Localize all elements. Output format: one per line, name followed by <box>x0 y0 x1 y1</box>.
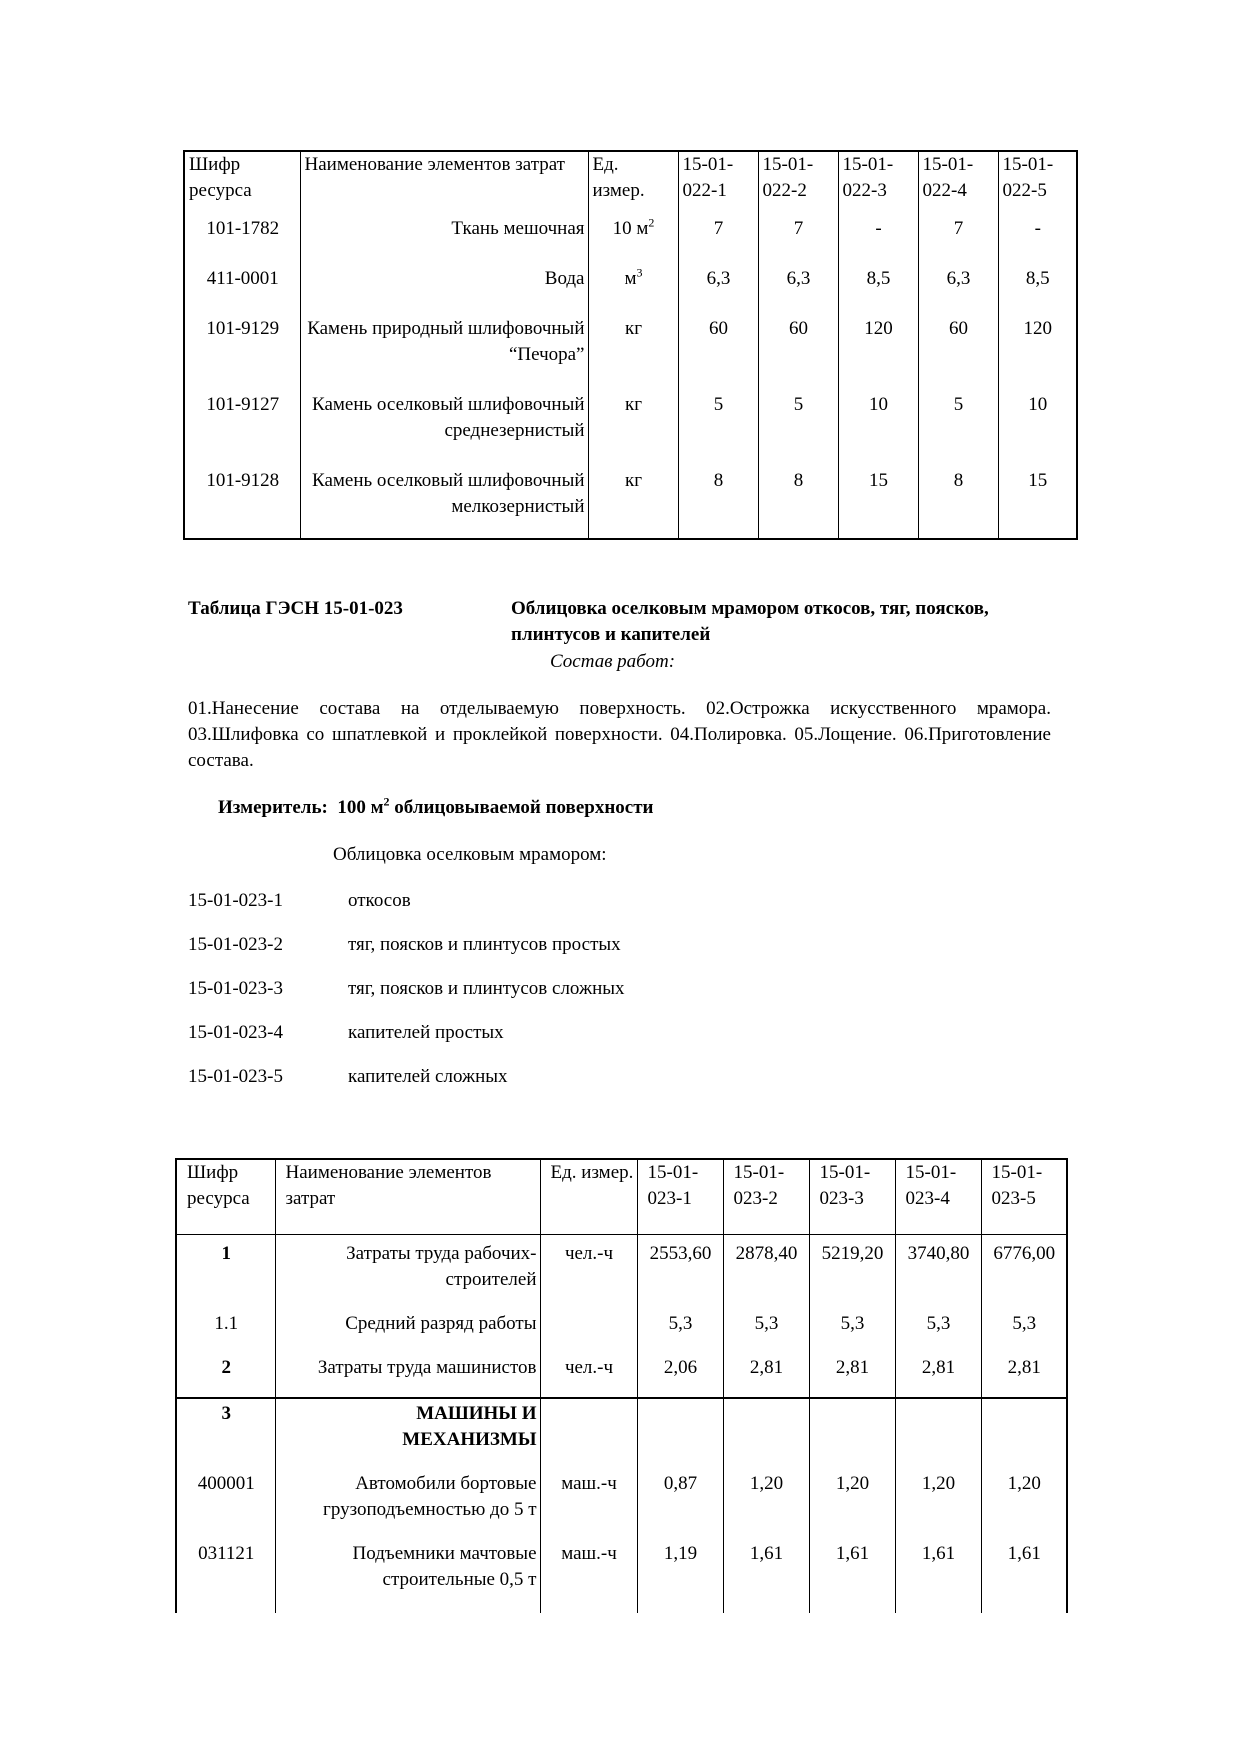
value-cell <box>809 1398 895 1469</box>
header-cell: Ед. измер. <box>540 1159 637 1235</box>
resource-unit: $м^3$ <box>588 254 678 304</box>
value-cell: 60 <box>918 304 998 380</box>
value-cell: 120 <box>998 304 1077 380</box>
resource-code: 400001 <box>176 1469 275 1539</box>
table-label: Таблица ГЭСН 15-01-023 <box>188 598 403 619</box>
value-cell <box>895 1398 981 1469</box>
header-cell: Шифр ресурса <box>176 1159 275 1235</box>
table-row <box>184 254 1077 304</box>
table-row <box>176 1469 1067 1539</box>
header-cell: 15-01-022-3 <box>838 151 918 204</box>
item-code: 15-01-023-5 <box>188 1066 283 1087</box>
value-cell: 1,61 <box>981 1539 1067 1613</box>
value-cell: 5 <box>918 380 998 456</box>
resource-unit: кг <box>588 380 678 456</box>
value-cell: 10 <box>998 380 1077 456</box>
resource-name: Камень оселковый шлифовочный среднезернистый <box>300 380 588 456</box>
resource-unit: маш.-ч <box>540 1469 637 1539</box>
value-cell: 8,5 <box>998 254 1077 304</box>
value-cell: - <box>838 204 918 254</box>
value-cell: 2,81 <box>981 1353 1067 1398</box>
value-cell: 7 <box>678 204 758 254</box>
item-code: 15-01-023-4 <box>188 1022 283 1043</box>
resource-table-023 <box>175 1158 1068 1613</box>
value-cell: 5,3 <box>723 1309 809 1353</box>
value-cell: 2,81 <box>723 1353 809 1398</box>
value-cell <box>637 1398 723 1469</box>
header-cell: Шифр ресурса <box>184 151 300 204</box>
value-cell: 5 <box>678 380 758 456</box>
value-cell: 2,06 <box>637 1353 723 1398</box>
resource-name: Камень оселковый шлифовочный мелкозернистый <box>300 456 588 539</box>
value-cell: 5,3 <box>981 1309 1067 1353</box>
resource-name: Затраты труда машинистов <box>275 1353 540 1398</box>
section-title-line: Облицовка оселковым мрамором откосов, тяг, поясков, <box>511 598 989 619</box>
resource-code: 1.1 <box>176 1309 275 1353</box>
value-cell: 15 <box>838 456 918 539</box>
table-row <box>184 456 1077 539</box>
header-cell: 15-01-022-4 <box>918 151 998 204</box>
resource-name: Подъемники мачтовые строительные 0,5 т <box>275 1539 540 1613</box>
value-cell: 1,61 <box>895 1539 981 1613</box>
value-cell: 7 <box>758 204 838 254</box>
table-row <box>176 1235 1067 1310</box>
value-cell: 5,3 <box>895 1309 981 1353</box>
value-cell: 6776,00 <box>981 1235 1067 1310</box>
meter-line <box>218 795 653 821</box>
value-cell: 8 <box>758 456 838 539</box>
resource-code: 101-9128 <box>184 456 300 539</box>
header-cell: 15-01-023-3 <box>809 1159 895 1235</box>
resource-name: Затраты труда рабочих-строителей <box>275 1235 540 1310</box>
resource-name: Средний разряд работы <box>275 1309 540 1353</box>
header-cell: 15-01-022-2 <box>758 151 838 204</box>
resource-name: Вода <box>300 254 588 304</box>
resource-unit: 10 $м^2$ <box>588 204 678 254</box>
item-text: капителей сложных <box>348 1066 508 1087</box>
value-cell: 1,61 <box>809 1539 895 1613</box>
header-cell: 15-01-023-2 <box>723 1159 809 1235</box>
resource-unit: кг <box>588 456 678 539</box>
resource-unit: кг <box>588 304 678 380</box>
value-cell: 120 <box>838 304 918 380</box>
resource-code: 031121 <box>176 1539 275 1613</box>
header-cell: 15-01-022-1 <box>678 151 758 204</box>
header-cell: Наименование элементов затрат <box>300 151 588 204</box>
value-cell: 1,19 <box>637 1539 723 1613</box>
table-row <box>176 1353 1067 1398</box>
table-row <box>176 1539 1067 1613</box>
resource-code: 1 <box>176 1235 275 1310</box>
value-cell: 10 <box>838 380 918 456</box>
value-cell: 3740,80 <box>895 1235 981 1310</box>
work-description: 01.Нанесение состава на отделываемую поверхность. 02.Острожка искусственного мрамора. 03.Шлифовка со шпатлевкой и проклейкой поверхности. 04.Полировка. 05.Лощение. 06.Приготовление состава. <box>188 698 1051 771</box>
value-cell: - <box>998 204 1077 254</box>
resource-code: 411-0001 <box>184 254 300 304</box>
value-cell: 6,3 <box>918 254 998 304</box>
resource-code: 101-1782 <box>184 204 300 254</box>
subtitle: Облицовка оселковым мрамором: <box>333 844 607 865</box>
item-code: 15-01-023-2 <box>188 934 283 955</box>
resource-name: МАШИНЫ И МЕХАНИЗМЫ <box>275 1398 540 1469</box>
table-header-row <box>184 151 1077 204</box>
meter-label: Измеритель: <box>218 797 328 818</box>
value-cell: 1,20 <box>895 1469 981 1539</box>
section-title-line: плинтусов и капителей <box>511 624 711 645</box>
resource-name: Автомобили бортовые грузоподъемностью до 5 т <box>275 1469 540 1539</box>
value-cell: 5,3 <box>809 1309 895 1353</box>
value-cell <box>981 1398 1067 1469</box>
resource-unit: чел.-ч <box>540 1353 637 1398</box>
value-cell: 1,20 <box>981 1469 1067 1539</box>
value-cell: 8,5 <box>838 254 918 304</box>
value-cell: 2553,60 <box>637 1235 723 1310</box>
resource-table-022 <box>183 150 1078 540</box>
item-text: откосов <box>348 890 411 911</box>
table-header-row <box>176 1159 1067 1235</box>
table-row <box>184 304 1077 380</box>
meter-value: 100 $м^2$ облицовываемой поверхности <box>337 794 654 818</box>
resource-code: 2 <box>176 1353 275 1398</box>
resource-code: 101-9127 <box>184 380 300 456</box>
value-cell: 1,61 <box>723 1539 809 1613</box>
value-cell: 2,81 <box>809 1353 895 1398</box>
value-cell: 8 <box>678 456 758 539</box>
item-text: тяг, поясков и плинтусов простых <box>348 934 621 955</box>
work-heading: Состав работ: <box>550 651 676 672</box>
value-cell: 1,20 <box>723 1469 809 1539</box>
table-row <box>184 204 1077 254</box>
item-text: тяг, поясков и плинтусов сложных <box>348 978 625 999</box>
section-title <box>511 596 1071 648</box>
value-cell <box>723 1398 809 1469</box>
table-row <box>176 1309 1067 1353</box>
resource-unit: маш.-ч <box>540 1539 637 1613</box>
value-cell: 6,3 <box>758 254 838 304</box>
value-cell: 60 <box>678 304 758 380</box>
resource-unit <box>540 1398 637 1469</box>
table-row <box>176 1398 1067 1469</box>
value-cell: 7 <box>918 204 998 254</box>
resource-code: 101-9129 <box>184 304 300 380</box>
value-cell: 5,3 <box>637 1309 723 1353</box>
resource-name: Ткань мешочная <box>300 204 588 254</box>
value-cell: 6,3 <box>678 254 758 304</box>
header-cell: 15-01-022-5 <box>998 151 1077 204</box>
value-cell: 2,81 <box>895 1353 981 1398</box>
resource-unit <box>540 1309 637 1353</box>
header-cell: 15-01-023-1 <box>637 1159 723 1235</box>
header-cell: Ед. измер. <box>588 151 678 204</box>
item-text: капителей простых <box>348 1022 504 1043</box>
value-cell: 8 <box>918 456 998 539</box>
resource-code: 3 <box>176 1398 275 1469</box>
value-cell: 5 <box>758 380 838 456</box>
resource-name: Камень природный шлифовочный “Печора” <box>300 304 588 380</box>
value-cell: 0,87 <box>637 1469 723 1539</box>
value-cell: 5219,20 <box>809 1235 895 1310</box>
item-code: 15-01-023-1 <box>188 890 283 911</box>
item-code: 15-01-023-3 <box>188 978 283 999</box>
value-cell: 15 <box>998 456 1077 539</box>
header-cell: Наименование элементов затрат <box>275 1159 540 1235</box>
value-cell: 60 <box>758 304 838 380</box>
header-cell: 15-01-023-5 <box>981 1159 1067 1235</box>
resource-unit: чел.-ч <box>540 1235 637 1310</box>
value-cell: 1,20 <box>809 1469 895 1539</box>
table-row <box>184 380 1077 456</box>
header-cell: 15-01-023-4 <box>895 1159 981 1235</box>
value-cell: 2878,40 <box>723 1235 809 1310</box>
